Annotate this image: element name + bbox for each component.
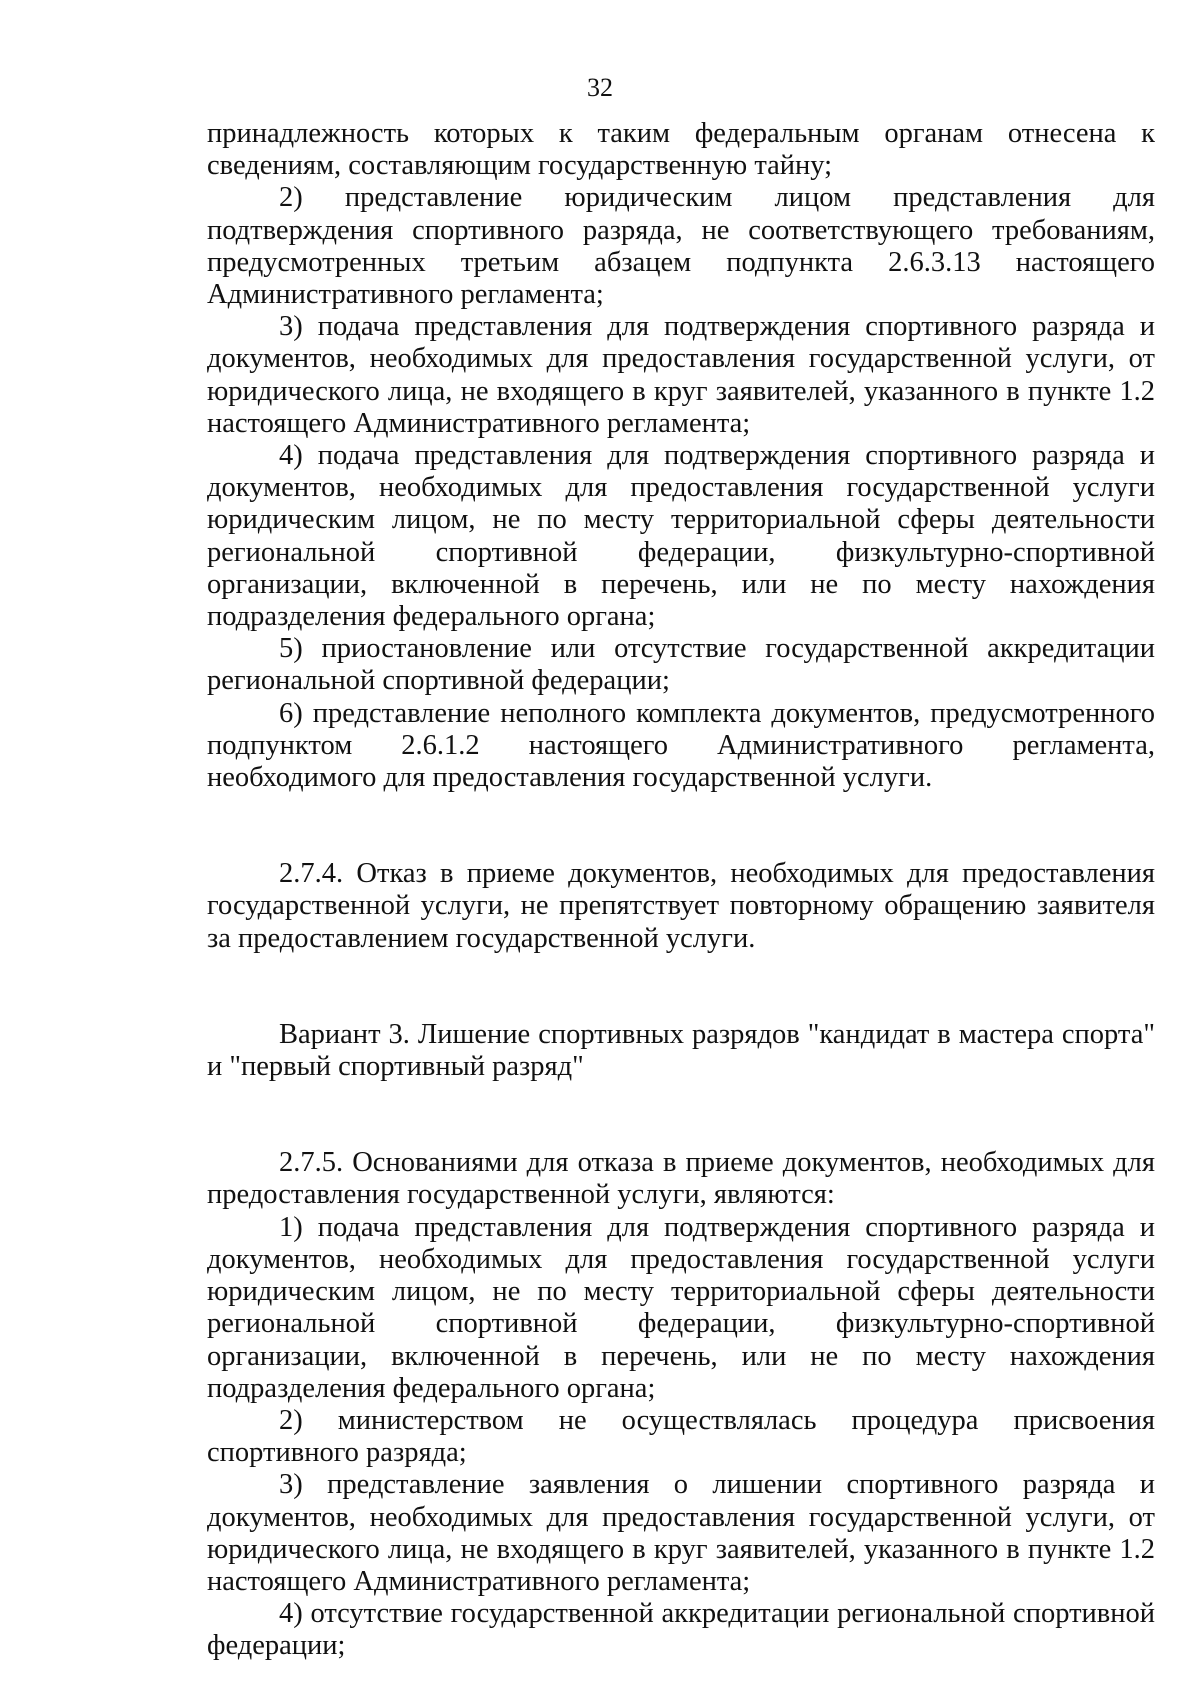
clause-2-7-4: 2.7.4. Отказ в приеме документов, необходимых для предоставления государственной услуги, не препятствует повторному обращению заявителя за предоставлением государственной услуги. bbox=[207, 858, 1155, 954]
list-item-5: 5) приостановление или отсутствие государственной аккредитации региональной спортивной федерации; bbox=[207, 633, 1155, 697]
list-item-6: 6) представление неполного комплекта документов, предусмотренного подпунктом 2.6.1.2 настоящего Административного регламента, необходимого для предоставления государственной услуги. bbox=[207, 697, 1155, 794]
paragraph-continuation: принадлежность которых к таким федеральным органам отнесена к сведениям, составляющим государственную тайну; bbox=[207, 118, 1155, 182]
list-item-4: 4) подача представления для подтверждения спортивного разряда и документов, необходимых для предоставления государственной услуги юридическим лицом, не по месту территориальной сферы деятельности региональной спортивной федерации, физкультурно-спортивной организации, включенной в перечень, или не по месту нахождения подразделения федерального органа; bbox=[207, 440, 1155, 633]
list-item-2-b: 2) министерством не осуществлялась процедура присвоения спортивного разряда; bbox=[207, 1404, 1155, 1469]
section-heading-variant-3: Вариант 3. Лишение спортивных разрядов "кандидат в мастера спорта" и "первый спортивный разряд" bbox=[207, 1018, 1155, 1083]
list-item-4-b: 4) отсутствие государственной аккредитации региональной спортивной федерации; bbox=[207, 1598, 1155, 1662]
document-body bbox=[207, 118, 1155, 1663]
list-item-1: 1) подача представления для подтверждения спортивного разряда и документов, необходимых для предоставления государственной услуги юридическим лицом, не по месту территориальной сферы деятельности региональной спортивной федерации, физкультурно-спортивной организации, включенной в перечень, или не по месту нахождения подразделения федерального органа; bbox=[207, 1211, 1155, 1404]
list-item-3-b: 3) представление заявления о лишении спортивного разряда и документов, необходимых для предоставления государственной услуги, от юридического лица, не входящего в круг заявителей, указанного в пункте 1.2 настоящего Административного регламента; bbox=[207, 1469, 1155, 1597]
list-item-3: 3) подача представления для подтверждения спортивного разряда и документов, необходимых для предоставления государственной услуги, от юридического лица, не входящего в круг заявителей, указанного в пункте 1.2 настоящего Административного регламента; bbox=[207, 311, 1155, 439]
list-item-2: 2) представление юридическим лицом представления для подтверждения спортивного разряда, не соответствующего требованиям, предусмотренных третьим абзацем подпункта 2.6.3.13 настоящего Административного регламента; bbox=[207, 182, 1155, 311]
clause-2-7-5: 2.7.5. Основаниями для отказа в приеме документов, необходимых для предоставления государственной услуги, являются: bbox=[207, 1147, 1155, 1211]
page-number: 32 bbox=[587, 73, 613, 102]
